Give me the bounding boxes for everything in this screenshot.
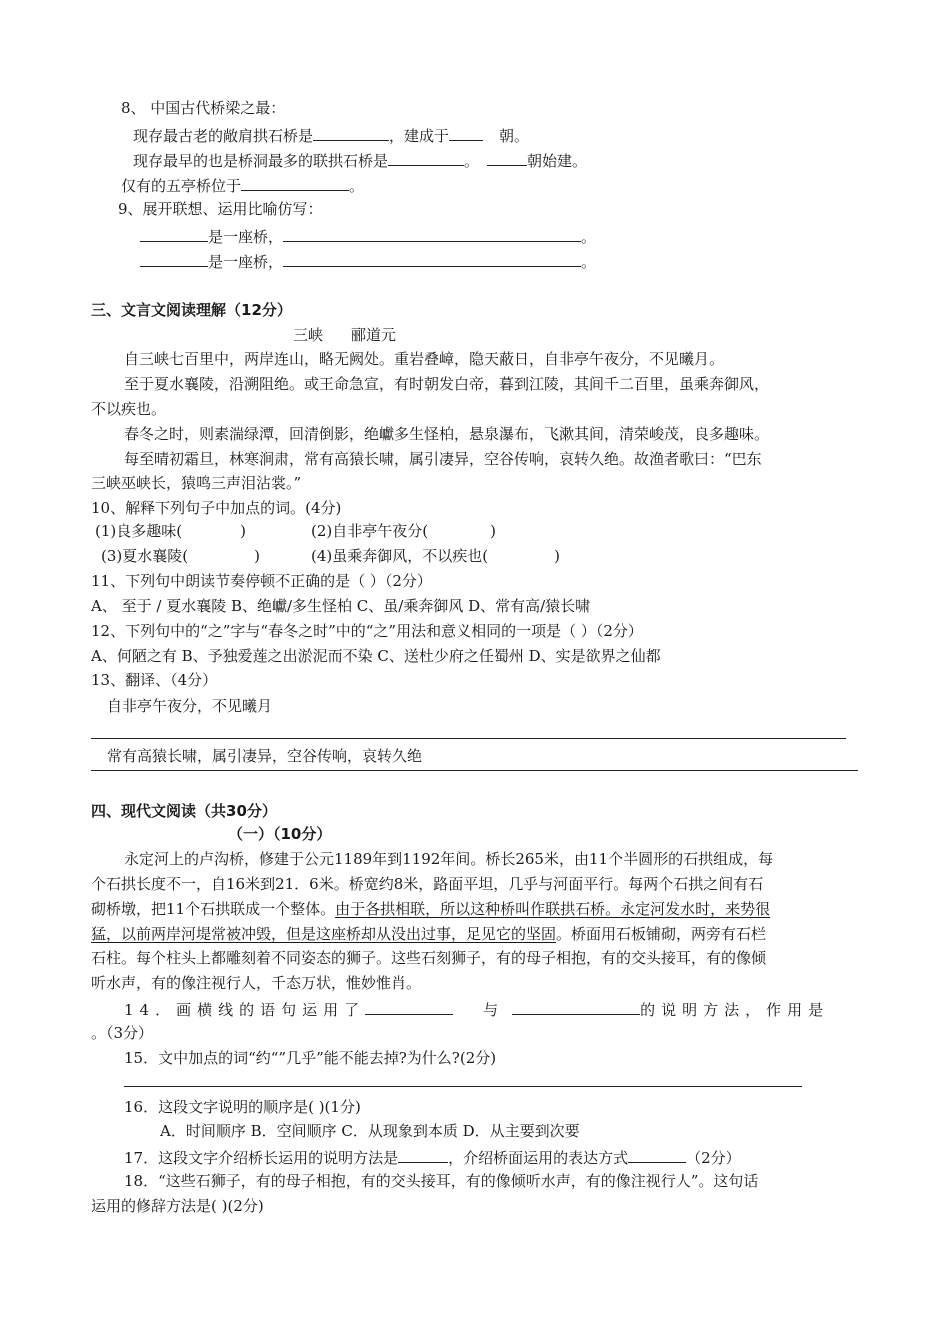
close-paren: ) xyxy=(490,522,496,540)
answer-blank[interactable] xyxy=(398,1146,448,1163)
q18-line-2: 运用的修辞方法是( )(2分) xyxy=(91,1197,264,1215)
answer-blank[interactable] xyxy=(449,124,483,141)
q10-item-1-text: (1)良多趣味( xyxy=(95,522,183,540)
q9-line1-end: 。 xyxy=(581,228,597,246)
poem-author: 郦道元 xyxy=(351,326,397,344)
q9-line2-end: 。 xyxy=(581,253,597,271)
answer-blank[interactable] xyxy=(283,225,581,242)
passage-line: 听水声，有的像注视行人，千态万状，惟妙惟肖。 xyxy=(91,974,422,992)
q13-sentence-1: 自非亭午夜分，不见曦月 xyxy=(107,697,273,715)
q10-item-4-text: (4)虽乘奔御风，不以疾也( xyxy=(311,547,489,565)
q14-text-a: 14．画横线的语句运用了 xyxy=(124,1001,366,1019)
q9-line2 xyxy=(140,250,596,272)
q17-line xyxy=(124,1146,741,1168)
answer-blank[interactable] xyxy=(628,1146,686,1163)
q14-text-b: 与 xyxy=(483,1001,499,1019)
q10-item-3 xyxy=(101,546,260,566)
q10-item-3-text: (3)夏水襄陵( xyxy=(101,547,189,565)
answer-blank[interactable] xyxy=(512,998,640,1015)
answer-blank[interactable] xyxy=(241,174,349,191)
answer-blank[interactable] xyxy=(140,250,208,267)
passage-line xyxy=(91,924,766,944)
q8-line2-text-c: 朝始建。 xyxy=(527,152,588,170)
q9-line1-mid: 是一座桥， xyxy=(208,228,284,246)
q13-sentence-2: 常有高猿长啸，属引凄异，空谷传响，哀转久绝 xyxy=(107,747,423,765)
answer-line[interactable] xyxy=(91,738,846,739)
q14-points: 。（3分） xyxy=(91,1024,154,1042)
q8-line1 xyxy=(133,124,529,146)
answer-blank[interactable] xyxy=(140,225,208,242)
q13-title: 13、翻译、（4分） xyxy=(91,671,218,689)
q14-line xyxy=(124,998,829,1020)
q8-line2 xyxy=(133,149,587,171)
q10-item-2-text: (2)自非亭午夜分( xyxy=(311,522,429,540)
answer-line[interactable] xyxy=(124,1086,802,1087)
passage-line: 春冬之时，则素湍绿潭，回清倒影，绝巘多生怪柏，悬泉瀑布，飞漱其间，清荣峻茂，良多趣味。 xyxy=(124,425,770,443)
q8-line1-text-a: 现存最古老的敞肩拱石桥是 xyxy=(133,127,314,145)
q8-line3-text-a: 仅有的五亭桥位于 xyxy=(121,177,242,195)
q12-title: 12、下列句中的“之”字与“春冬之时”中的“之”用法和意义相同的一项是（ ）（2分） xyxy=(91,622,643,640)
passage-text: 砌桥墩，把11个石拱联成一个整体。 xyxy=(91,900,336,918)
q8-line3-text-b: 。 xyxy=(349,177,365,195)
q11-options: A、 至于 / 夏水襄陵 B、绝巘/多生怪柏 C、虽/乘奔御风 D、常有高/猿长啸 xyxy=(91,597,591,615)
poem-title: 三峡 xyxy=(293,326,324,344)
q17-text-a: 17．这段文字介绍桥长运用的说明方法是 xyxy=(124,1149,399,1167)
q10-item-1 xyxy=(95,521,246,541)
subsection-title: （一）（10分） xyxy=(228,825,332,843)
q12-options: A、何陋之有 B、予独爱莲之出淤泥而不染 C、送杜少府之任蜀州 D、实是欲界之仙都 xyxy=(91,647,661,665)
section3-title: 三、文言文阅读理解（12分） xyxy=(91,301,292,319)
q8-line2-text-b: 。 xyxy=(464,152,480,170)
q10-title: 10、解释下列句子中加点的词。(4分) xyxy=(91,499,342,517)
answer-line[interactable] xyxy=(91,770,858,771)
close-paren: ) xyxy=(554,547,560,565)
answer-blank[interactable] xyxy=(365,998,453,1015)
answer-blank[interactable] xyxy=(388,149,464,166)
passage-line: 个石拱长度不一，自16米到21．6米。桥宽约8米，路面平坦，几乎与河面平行。每两个石拱之间有石 xyxy=(91,875,764,893)
q9-line1 xyxy=(140,225,596,247)
passage-line xyxy=(91,899,770,919)
passage-text: 。桥面用石板铺砌，两旁有石栏 xyxy=(556,925,767,943)
q16-title: 16．这段文字说明的顺序是( )(1分) xyxy=(124,1098,361,1116)
passage-line: 永定河上的卢沟桥，修建于公元1189年到1192年间。桥长265米，由11个半圆形的石拱组成，每 xyxy=(124,850,774,868)
answer-blank[interactable] xyxy=(283,250,581,267)
section4-title: 四、现代文阅读（共30分） xyxy=(91,802,277,820)
q8-line1-text-b: ，建成于 xyxy=(389,127,450,145)
q18-line-1: 18．“这些石狮子，有的母子相抱，有的交头接耳，有的像倾听水声，有的像注视行人”。这句话 xyxy=(124,1172,759,1190)
q10-item-4 xyxy=(311,546,560,566)
passage-line: 至于夏水襄陵，沿溯阻绝。或王命急宣，有时朝发白帝，暮到江陵，其间千二百里，虽乘奔御风， xyxy=(124,375,770,393)
passage-line: 三峡巫峡长，猿鸣三声泪沾裳。” xyxy=(91,474,302,492)
q15-title: 15．文中加点的词“约“”几乎”能不能去掉?为什么?(2分) xyxy=(124,1049,497,1067)
q11-title: 11、下列句中朗读节奏停顿不正确的是（ ）（2分） xyxy=(91,572,432,590)
q17-text-c: （2分） xyxy=(686,1149,741,1167)
q9-title: 9、展开联想、运用比喻仿写： xyxy=(118,200,323,218)
close-paren: ) xyxy=(254,547,260,565)
close-paren: ) xyxy=(240,522,246,540)
q8-title: 8、 中国古代桥梁之最： xyxy=(121,99,286,117)
q8-line2-text-a: 现存最早的也是桥洞最多的联拱石桥是 xyxy=(133,152,389,170)
passage-line: 不以疾也。 xyxy=(91,400,167,418)
q16-options: A．时间顺序 B．空间顺序 C．从现象到本质 D．从主要到次要 xyxy=(160,1122,580,1140)
q8-line3 xyxy=(121,174,364,196)
passage-line: 石柱。每个柱头上都雕刻着不同姿态的狮子。这些石刻狮子，有的母子相抱，有的交头接耳，有的像倾 xyxy=(91,949,767,967)
underlined-sentence: 猛，以前两岸河堤常被冲毁，但是这座桥却从没出过事，足见它的坚固 xyxy=(91,925,557,943)
answer-blank[interactable] xyxy=(487,149,527,166)
passage-line: 每至晴初霜旦，林寒涧肃，常有高猿长啸，属引凄异，空谷传响，哀转久绝。故渔者歌曰：“巴东 xyxy=(124,450,762,468)
q9-line2-mid: 是一座桥， xyxy=(208,253,284,271)
passage-line: 自三峡七百里中，两岸连山，略无阙处。重岩叠嶂，隐天蔽日，自非亭午夜分，不见曦月。 xyxy=(124,350,725,368)
underlined-sentence: 由于各拱相联，所以这种桥叫作联拱石桥。永定河发水时，来势很 xyxy=(335,900,771,918)
q10-item-2 xyxy=(311,521,496,541)
q14-text-c: 的说明方法，作用是 xyxy=(640,1001,830,1019)
q17-text-b: ，介绍桥面运用的表达方式 xyxy=(448,1149,629,1167)
answer-blank[interactable] xyxy=(313,124,389,141)
q8-line1-text-c: 朝。 xyxy=(499,127,530,145)
